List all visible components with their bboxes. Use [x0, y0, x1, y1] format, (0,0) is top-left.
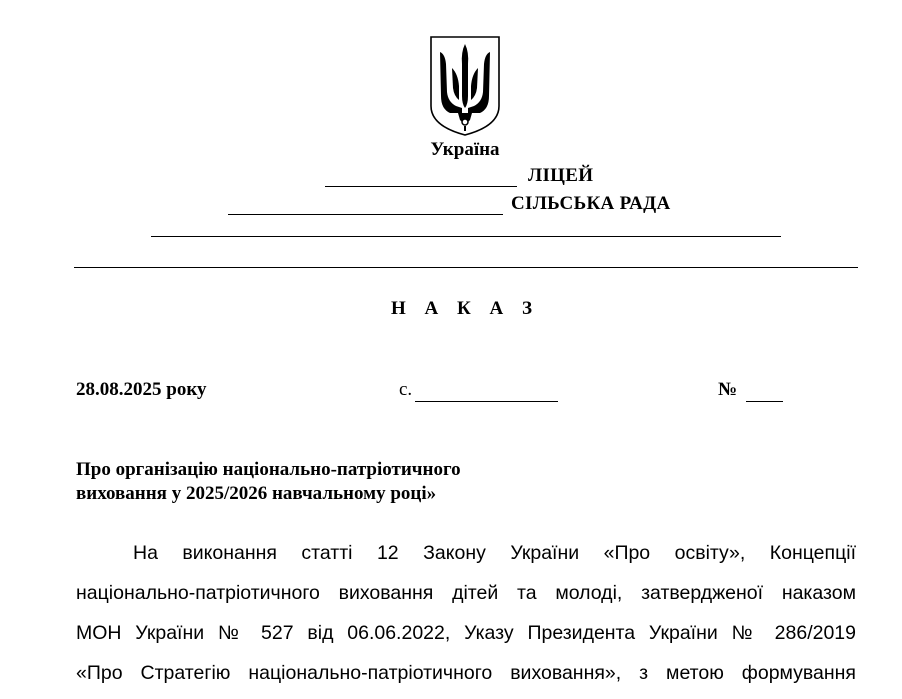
subject-line-2: виховання у 2025/2026 навчальному році»: [76, 483, 437, 504]
header-divider: [74, 267, 858, 268]
body-line-2: національно-патріотичного виховання дітей та молоді, затвердженої наказом: [76, 582, 856, 604]
body-line-4: «Про Стратегію національно-патріотичного виховання», з метою формування: [76, 662, 856, 684]
trident-emblem-icon: [428, 34, 502, 138]
country-name: Україна: [430, 139, 500, 160]
body-line-1: На виконання статті 12 Закону України «Про освіту», Концепції: [133, 542, 856, 564]
document-type-title: Н А К А З: [390, 298, 540, 319]
council-label: СІЛЬСЬКА РАДА: [511, 193, 671, 214]
place-prefix: с.: [399, 379, 413, 400]
body-line-3: МОН України № 527 від 06.06.2022, Указу Президента України № 286/2019: [76, 622, 856, 644]
order-body: [76, 533, 856, 693]
subject-line-1: Про організацію національно-патріотичного: [76, 459, 461, 480]
place-blank: [415, 401, 558, 402]
address-blank: [151, 236, 781, 237]
order-subject: [76, 458, 636, 506]
number-prefix: №: [718, 379, 738, 400]
order-date: 28.08.2025 року: [76, 379, 207, 400]
institution-name-blank: [325, 186, 517, 187]
institution-label: ЛІЦЕЙ: [528, 165, 594, 186]
council-name-blank: [228, 214, 503, 215]
number-blank: [746, 401, 783, 402]
